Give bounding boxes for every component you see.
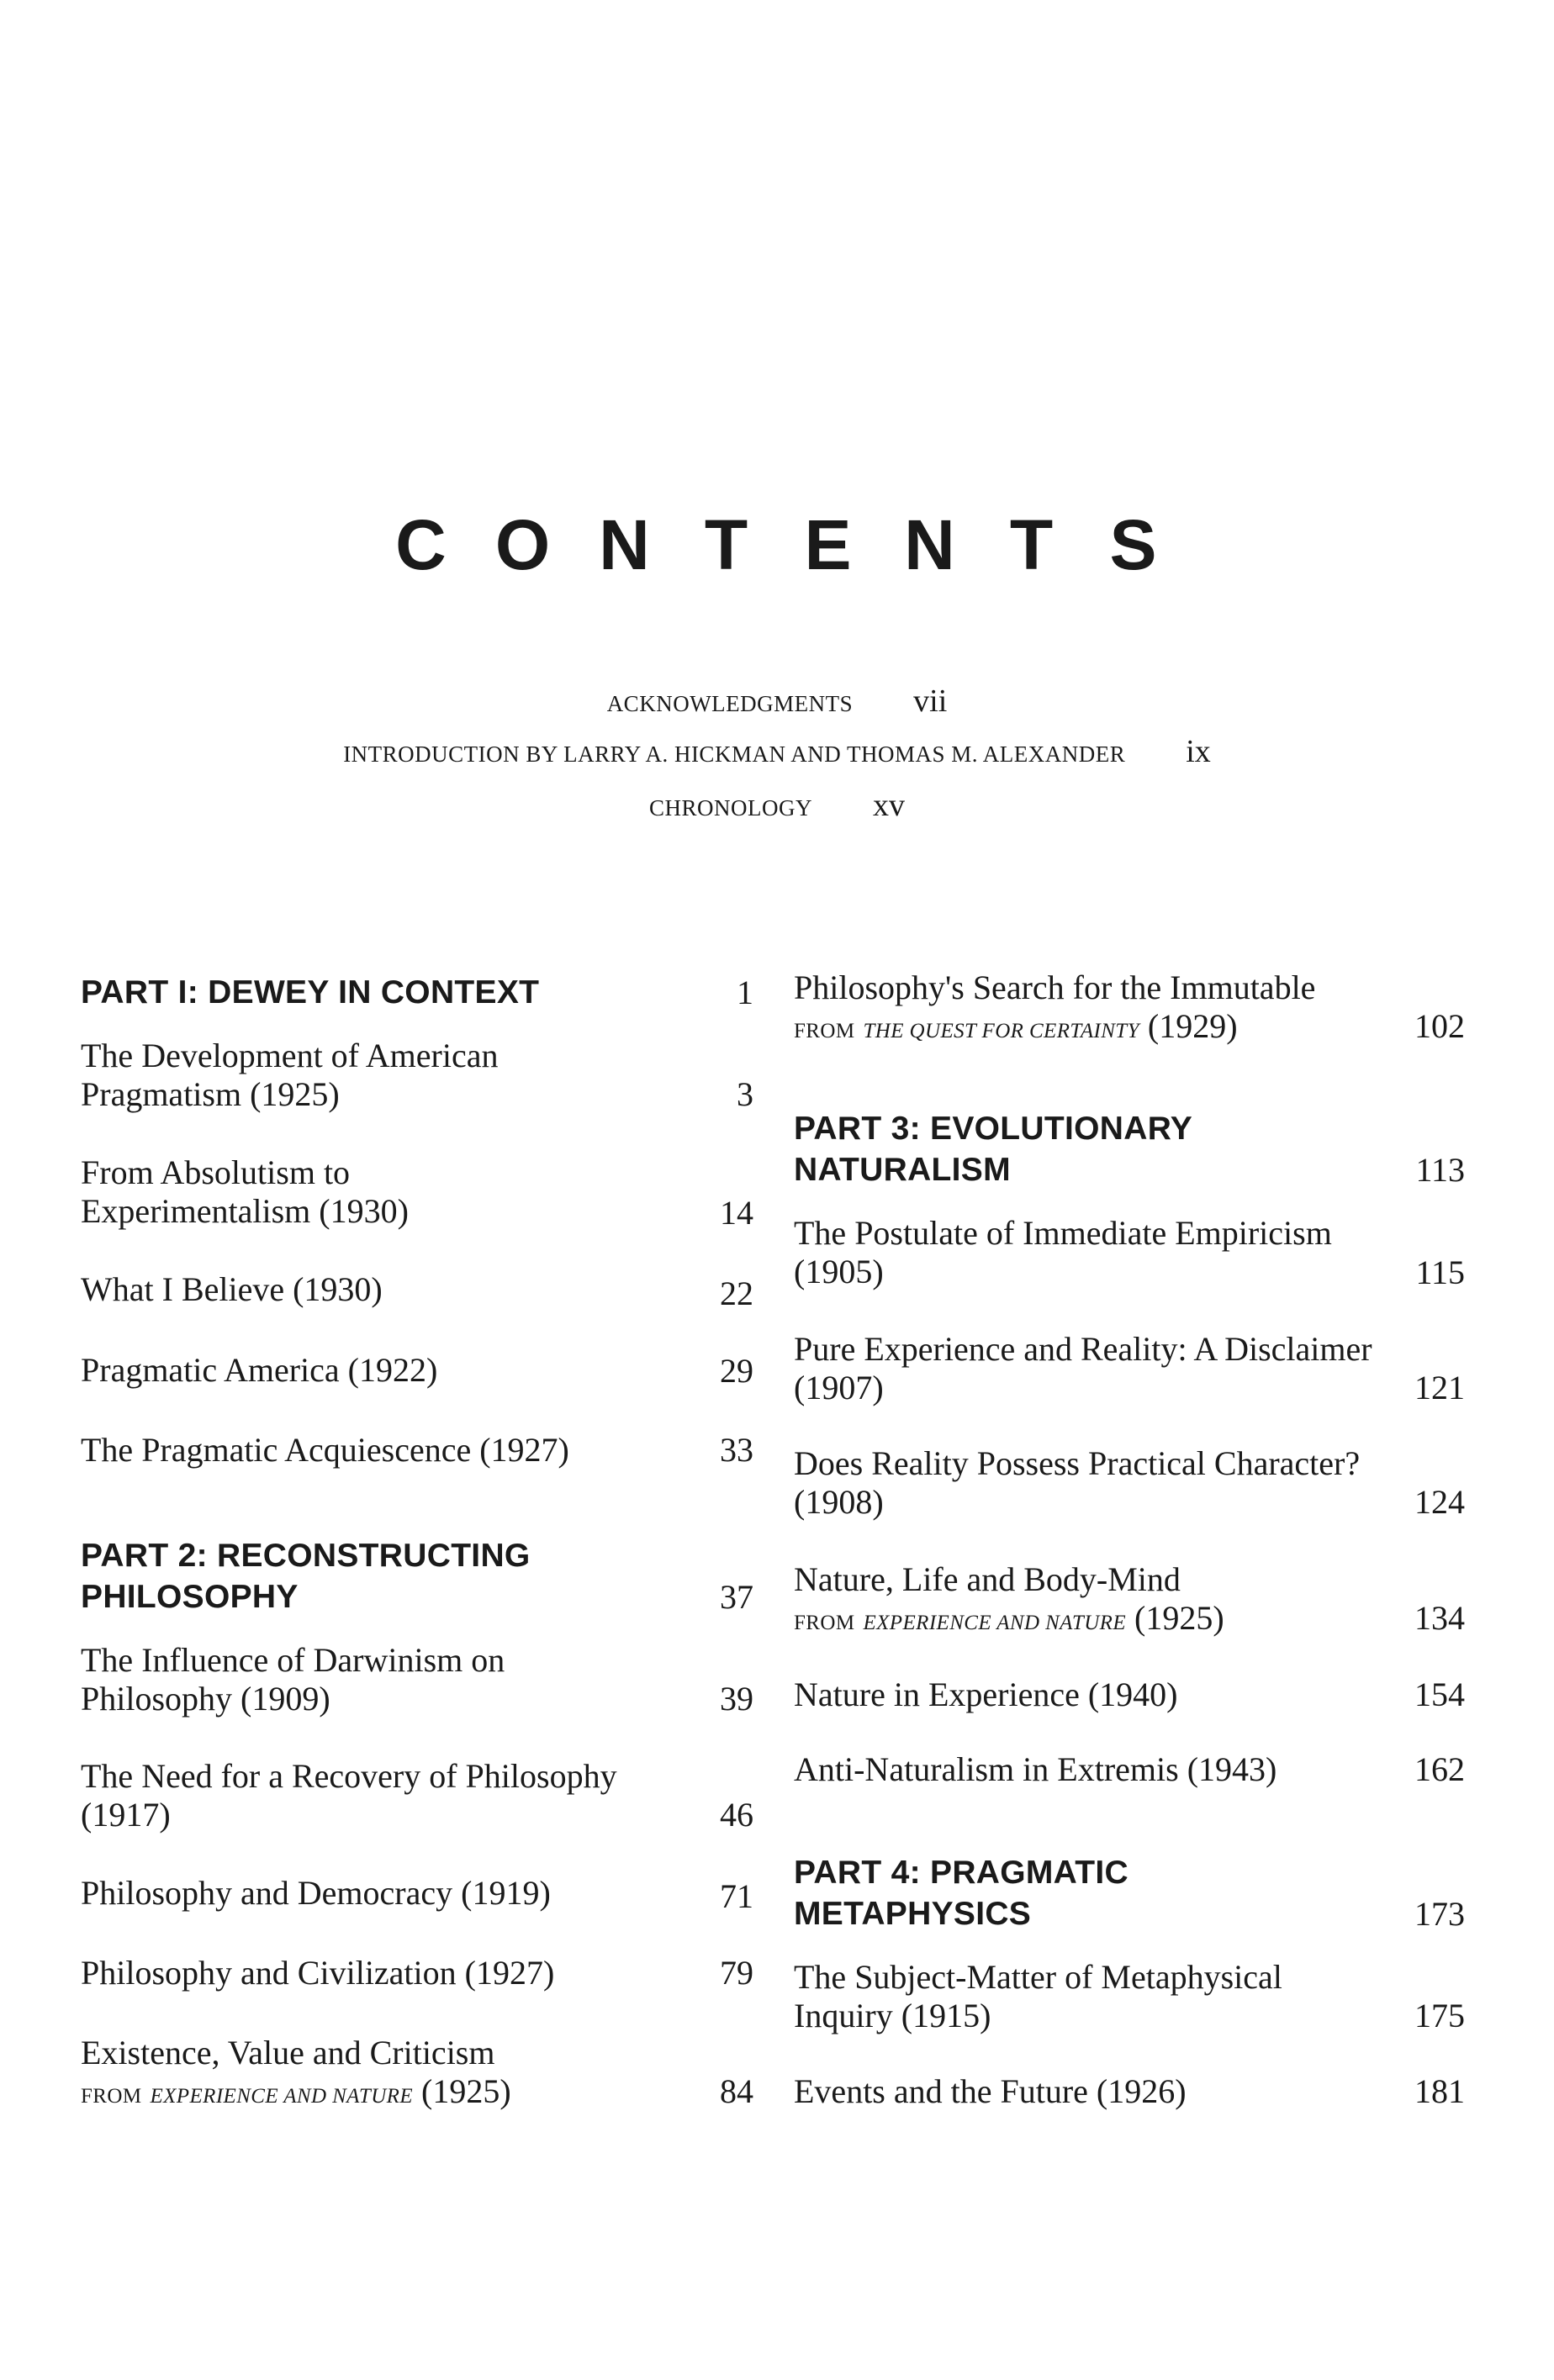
source-work: EXPERIENCE AND NATURE	[863, 1612, 1127, 1634]
entry-title-line: (1907)	[794, 1369, 884, 1406]
toc-entry: Philosophy and Civilization (1927)	[81, 1954, 555, 1992]
part-heading-line: PART 4: PRAGMATIC	[794, 1855, 1128, 1891]
front-matter-label: CHRONOLOGY	[649, 795, 812, 821]
front-matter-introduction	[0, 733, 1554, 770]
toc-entry: Anti-Naturalism in Extremis (1943)	[794, 1750, 1277, 1788]
entry-title-line: Pragmatism (1925)	[81, 1075, 340, 1113]
toc-entry	[81, 1037, 686, 1114]
entry-title-line: The Subject-Matter of Metaphysical	[794, 1958, 1282, 1996]
toc-entry: Philosophy and Democracy (1919)	[81, 1874, 551, 1912]
page-number: 3	[737, 1075, 753, 1113]
front-matter-label: ACKNOWLEDGMENTS	[606, 691, 854, 716]
entry-title-line: Does Reality Possess Practical Character?	[794, 1444, 1361, 1482]
page-number: 121	[1414, 1369, 1465, 1406]
toc-entry: Events and the Future (1926)	[794, 2072, 1187, 2110]
page-number: 46	[720, 1796, 753, 1834]
title-letter: S	[1109, 505, 1157, 584]
page-number: 102	[1414, 1007, 1465, 1045]
title-letter: C	[395, 505, 447, 584]
page-number: 33	[720, 1431, 753, 1469]
page-number: 134	[1414, 1599, 1465, 1637]
front-matter-page: ix	[1186, 734, 1211, 769]
page-number: 181	[1414, 2072, 1465, 2110]
front-matter-page: xv	[873, 788, 905, 823]
entry-title-line: Experimentalism (1930)	[81, 1192, 409, 1230]
entry-title-line: (1917)	[81, 1796, 171, 1834]
title-letter: T	[704, 505, 748, 584]
toc-entry: The Pragmatic Acquiescence (1927)	[81, 1431, 569, 1469]
source-year: (1925)	[421, 2072, 511, 2110]
page-title	[0, 504, 1554, 586]
entry-title-line: The Development of American	[81, 1037, 499, 1074]
entry-title-line: (1905)	[794, 1253, 884, 1290]
entry-title-line: Philosophy's Search for the Immutable	[794, 968, 1316, 1006]
toc-entry: What I Believe (1930)	[81, 1270, 383, 1308]
entry-title-line: Nature, Life and Body-Mind	[794, 1560, 1181, 1598]
page-number: 173	[1414, 1895, 1465, 1933]
front-matter-label: INTRODUCTION BY LARRY A. HICKMAN AND THOMAS M. ALEXANDER	[343, 741, 1126, 767]
part-2-heading	[81, 1535, 686, 1617]
part-heading-line: METAPHYSICS	[794, 1896, 1032, 1932]
source-year: (1925)	[1134, 1599, 1224, 1637]
page-number: 154	[1414, 1675, 1465, 1713]
part-heading-line: NATURALISM	[794, 1152, 1011, 1188]
entry-title-line: From Absolutism to	[81, 1153, 351, 1191]
page-number: 29	[720, 1352, 753, 1390]
toc-entry: Pragmatic America (1922)	[81, 1351, 438, 1389]
page-number: 22	[720, 1274, 753, 1312]
page-number: 162	[1414, 1750, 1465, 1788]
source-from: FROM	[794, 1020, 855, 1042]
toc-entry	[81, 2034, 686, 2116]
front-matter-chronology	[0, 787, 1554, 824]
source-from: FROM	[81, 2085, 142, 2108]
entry-title-line: Inquiry (1915)	[794, 1997, 991, 2034]
part-heading-line: PART 3: EVOLUTIONARY	[794, 1111, 1193, 1147]
toc-entry	[81, 1153, 686, 1231]
toc-entry	[81, 1757, 686, 1834]
title-letter: O	[494, 505, 551, 584]
page-number: 84	[720, 2072, 753, 2110]
entry-title-line: The Need for a Recovery of Philosophy	[81, 1757, 617, 1795]
entry-title-line: The Postulate of Immediate Empiricism	[794, 1214, 1332, 1252]
entry-source-line	[81, 2072, 686, 2116]
page-number: 79	[720, 1954, 753, 1992]
title-letter: T	[1009, 505, 1054, 584]
page-number: 37	[720, 1578, 753, 1616]
source-from: FROM	[794, 1612, 855, 1634]
page-number: 115	[1415, 1253, 1465, 1291]
toc-entry	[81, 1641, 686, 1718]
entry-title-line: Philosophy (1909)	[81, 1680, 330, 1718]
front-matter-page: vii	[913, 683, 948, 719]
page-number: 113	[1415, 1151, 1465, 1189]
page-number: 175	[1414, 1997, 1465, 2034]
title-letter: N	[904, 505, 955, 584]
title-letter: E	[804, 505, 852, 584]
page-number: 1	[737, 974, 753, 1011]
page-number: 124	[1414, 1483, 1465, 1521]
source-year: (1929)	[1147, 1007, 1238, 1045]
part-heading-line: PART 2: RECONSTRUCTING	[81, 1538, 531, 1574]
entry-title-line: (1908)	[794, 1483, 884, 1521]
page-number: 39	[720, 1680, 753, 1718]
part-1-heading: PART I: DEWEY IN CONTEXT	[81, 974, 540, 1011]
entry-title-line: The Influence of Darwinism on	[81, 1641, 505, 1679]
source-work: THE QUEST FOR CERTAINTY	[863, 1020, 1139, 1042]
page-number: 71	[720, 1877, 753, 1915]
source-work: EXPERIENCE AND NATURE	[150, 2085, 414, 2108]
page-number: 14	[720, 1194, 753, 1232]
title-letter: N	[599, 505, 650, 584]
front-matter-acknowledgments	[0, 683, 1554, 720]
entry-title-line: Pure Experience and Reality: A Disclaimer	[794, 1330, 1372, 1368]
toc-entry: Nature in Experience (1940)	[794, 1675, 1178, 1713]
part-heading-line: PHILOSOPHY	[81, 1579, 299, 1615]
entry-title-line: Existence, Value and Criticism	[81, 2034, 495, 2071]
